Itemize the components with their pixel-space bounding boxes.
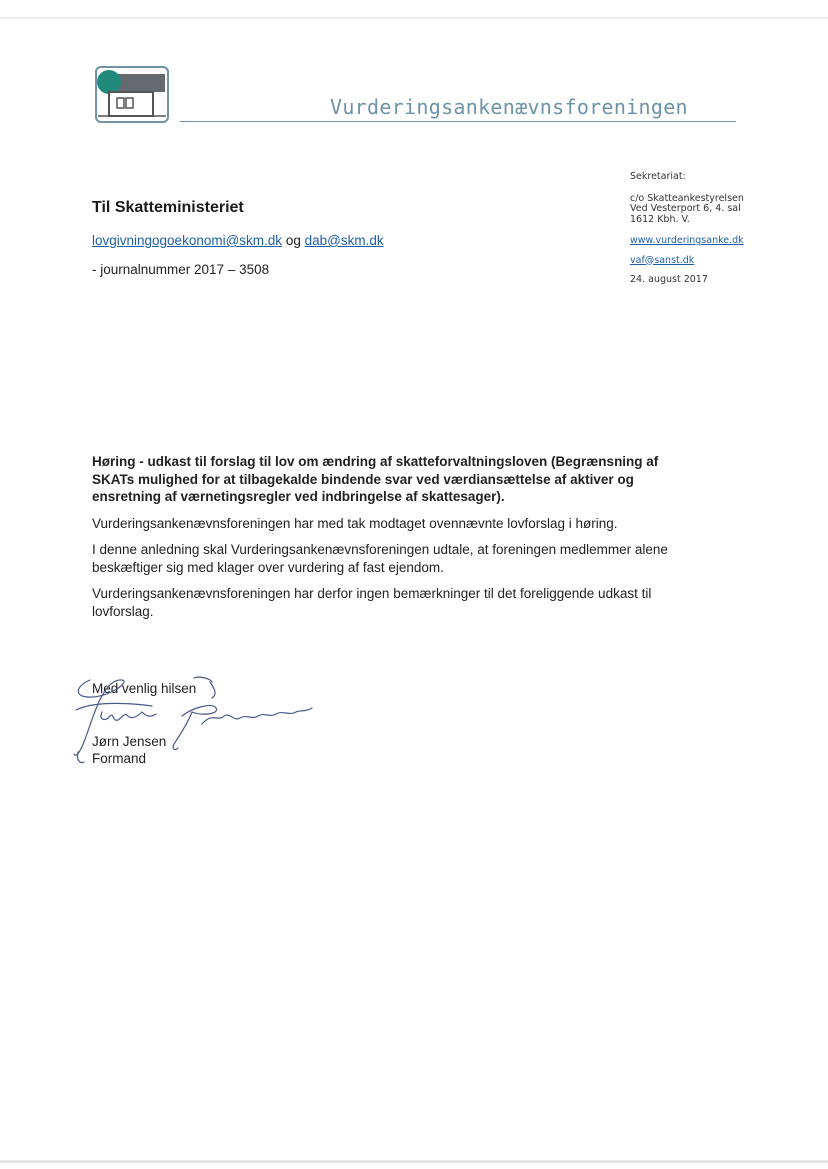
body-paragraph-2: I denne anledning skal Vurderingsankenævnsforeningen udtale, at foreningen medlemmer alene beskæftiger sig med klager over vurdering af fast ejendom. <box>92 542 668 575</box>
recipient-email-2[interactable]: dab@skm.dk <box>304 233 384 248</box>
body-paragraph-3: Vurderingsankenævnsforeningen har derfor ingen bemærkninger til det foreliggende udkast til lovforslag. <box>92 586 652 619</box>
letter-date: 24. august 2017 <box>630 274 708 285</box>
handwritten-signature <box>62 672 322 772</box>
subject-line: Høring - udkast til forslag til lov om ændring af skatteforvaltningsloven (Begrænsning af SKATs mulighed for at tilbagekalde bindende svar ved værdiansættelse af aktiver og ensretning af værnetingsregler ved indbringelse af skattesager). <box>92 454 659 504</box>
body-paragraph-1: Vurderingsankenævnsforeningen har med tak modtaget ovennævnte lovforslag i høring. <box>92 515 618 531</box>
letter-body <box>92 453 692 629</box>
secretariat-email-link[interactable]: vaf@sanst.dk <box>630 254 695 266</box>
header-divider <box>180 121 736 122</box>
signer-name: Jørn Jensen <box>92 733 167 749</box>
house-logo-icon <box>95 66 169 123</box>
address-line-1: c/o Skatteankestyrelsen <box>630 192 744 204</box>
email-connector: og <box>285 233 301 248</box>
signer-title: Formand <box>92 751 147 766</box>
recipient-email-1[interactable]: lovgivningogoekonomi@skm.dk <box>92 233 283 248</box>
page-bottom-edge <box>0 1160 828 1163</box>
recipient-title: Til Skatteministeriet <box>92 199 244 216</box>
greeting: Med venlig hilsen <box>92 681 197 696</box>
website-link[interactable]: www.vurderingsanke.dk <box>630 235 744 246</box>
journal-number: - journalnummer 2017 – 3508 <box>92 262 270 277</box>
secretariat-title: Sekretariat: <box>630 171 686 182</box>
secretariat-address <box>630 194 820 226</box>
address-line-3: 1612 Kbh. V. <box>630 213 690 225</box>
secretariat-block <box>630 172 820 286</box>
recipient-emails <box>92 233 384 248</box>
address-line-2: Ved Vesterport 6, 4. sal <box>630 203 741 214</box>
page-top-edge <box>0 17 828 19</box>
organization-name: Vurderingsankenævnsforeningen <box>330 95 688 119</box>
